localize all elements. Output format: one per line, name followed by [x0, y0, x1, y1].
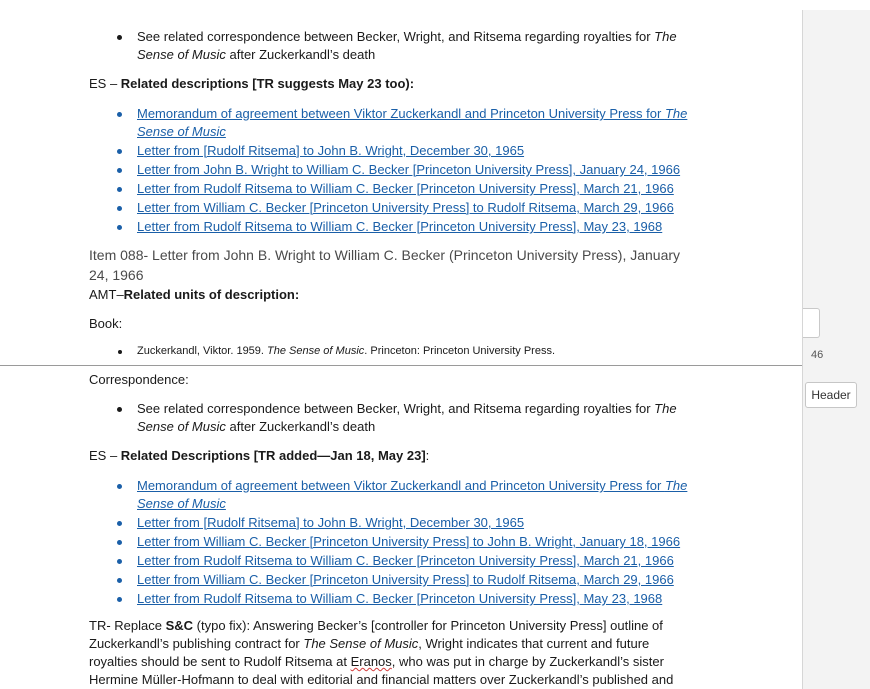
- bullet-dot: [117, 407, 122, 412]
- related-link-5[interactable]: Letter from William C. Becker [Princeton University Press] to Rudolf Ritsema, March 29, 1966: [137, 572, 674, 587]
- related-link-2[interactable]: Letter from [Rudolf Ritsema] to John B. Wright, December 30, 1965: [137, 515, 525, 530]
- related-link-3[interactable]: Letter from William C. Becker [Princeton University Press] to John B. Wright, January 18, 1966: [137, 534, 681, 549]
- correspondence-bullet-line2: Sense of Music after Zuckerkandl’s death: [137, 419, 376, 434]
- book-label: Book:: [89, 316, 123, 331]
- related-link-1-cont[interactable]: Sense of Music: [137, 124, 226, 139]
- related-link-4[interactable]: Letter from Rudolf Ritsema to William C. Becker [Princeton University Press], March 21, 1966: [137, 553, 674, 568]
- correspondence-bullet-line2: Sense of Music after Zuckerkandl’s death: [137, 47, 376, 62]
- bullet-dot: [117, 225, 122, 230]
- amt-heading: AMT–Related units of description:: [89, 287, 300, 302]
- header-button[interactable]: Header: [805, 382, 857, 408]
- related-link-1[interactable]: Memorandum of agreement between Viktor Zuckerkandl and Princeton University Press for The: [137, 106, 688, 121]
- bullet-dot: [117, 168, 122, 173]
- tr-note-line3: royalties should be sent to Rudolf Ritsema at Eranos, who was put in charge by Zuckerkandl’s sister: [89, 654, 664, 669]
- tr-note-line4: Hermine Müller-Hofmann to deal with editorial and financial matters over Zuckerkandl’s published and: [89, 672, 674, 687]
- related-link-5[interactable]: Letter from William C. Becker [Princeton University Press] to Rudolf Ritsema, March 29, 1966: [137, 200, 674, 215]
- related-link-2[interactable]: Letter from [Rudolf Ritsema] to John B. Wright, December 30, 1965: [137, 143, 525, 158]
- bullet-dot: [117, 206, 122, 211]
- related-link-3[interactable]: Letter from John B. Wright to William C. Becker [Princeton University Press], January 24, 1966: [137, 162, 681, 177]
- bullet-dot: [117, 187, 122, 192]
- page-break-line: [0, 365, 802, 366]
- related-link-6[interactable]: Letter from Rudolf Ritsema to William C. Becker [Princeton University Press], May 23, 1968: [137, 591, 663, 606]
- sidebar-input[interactable]: [803, 308, 820, 338]
- bullet-dot: [117, 559, 122, 564]
- book-citation: Zuckerkandl, Viktor. 1959. The Sense of Music. Princeton: Princeton University Press.: [137, 345, 556, 357]
- es-heading: ES – Related descriptions [TR suggests May 23 too):: [89, 76, 415, 91]
- bullet-dot: [118, 350, 122, 354]
- correspondence-label: Correspondence:: [89, 372, 189, 387]
- bullet-dot: [117, 112, 122, 117]
- bullet-dot: [117, 484, 122, 489]
- correspondence-bullet-line1: See related correspondence between Becker, Wright, and Ritsema regarding royalties for The: [137, 401, 677, 416]
- right-sidebar: [802, 10, 870, 689]
- bullet-dot: [117, 149, 122, 154]
- page-number: 46: [811, 349, 824, 361]
- tr-note-line1: TR- Replace S&C (typo fix): Answering Becker’s [controller for Princeton University Press] outline of: [89, 618, 663, 633]
- correspondence-bullet-line1: See related correspondence between Becker, Wright, and Ritsema regarding royalties for The: [137, 29, 677, 44]
- item-heading-line2: 24, 1966: [89, 267, 144, 283]
- bullet-dot: [117, 521, 122, 526]
- item-heading-line1: Item 088- Letter from John B. Wright to William C. Becker (Princeton University Press), January: [89, 247, 681, 263]
- bullet-dot: [117, 35, 122, 40]
- related-link-1[interactable]: Memorandum of agreement between Viktor Zuckerkandl and Princeton University Press for The: [137, 478, 688, 493]
- related-link-6[interactable]: Letter from Rudolf Ritsema to William C. Becker [Princeton University Press], May 23, 1968: [137, 219, 663, 234]
- related-link-4[interactable]: Letter from Rudolf Ritsema to William C. Becker [Princeton University Press], March 21, 1966: [137, 181, 674, 196]
- tr-note-line2: Zuckerkandl’s publishing contract for The Sense of Music, Wright indicates that current and future: [89, 636, 650, 651]
- es-heading: ES – Related Descriptions [TR added—Jan 18, May 23]:: [89, 448, 430, 463]
- related-link-1-cont[interactable]: Sense of Music: [137, 496, 226, 511]
- bullet-dot: [117, 540, 122, 545]
- bullet-dot: [117, 578, 122, 583]
- bullet-dot: [117, 597, 122, 602]
